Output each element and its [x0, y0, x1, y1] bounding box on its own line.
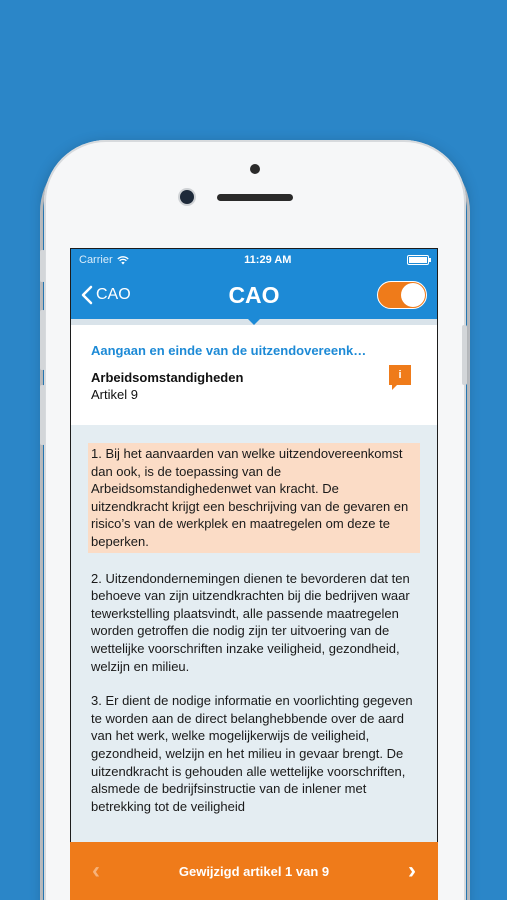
section-link[interactable]: Aangaan en einde van de uitzendovereenk… — [91, 343, 367, 358]
back-button[interactable] — [71, 285, 131, 305]
changed-articles-bar — [70, 842, 438, 900]
back-button-label: CAO — [96, 286, 131, 303]
power-button — [462, 325, 467, 385]
battery-icon — [407, 255, 429, 265]
article-number: Artikel 9 — [91, 387, 138, 402]
next-article-button[interactable]: › — [408, 857, 416, 884]
front-camera — [180, 190, 194, 204]
changed-article-counter: Gewijzigd artikel 1 van 9 — [178, 863, 330, 879]
article-header — [71, 319, 437, 425]
highlight-toggle[interactable] — [377, 281, 427, 309]
status-left — [79, 254, 129, 266]
info-icon[interactable] — [389, 365, 411, 385]
paragraph-2: 2. Uitzendondernemingen dienen te bevorderen dat ten behoeve van zijn uitzendkrachten bij die bedrijven waar tewerkstelling plaatsvindt, alle passende maatregelen worden getroffen die nodig zijn ter uitvoering van de wettelijke voorschriften inzake veiligheid, gezondheid, welzijn en milieu. — [91, 570, 410, 674]
info-badge-label: i — [398, 369, 402, 381]
toggle-knob — [401, 283, 425, 307]
article-content — [71, 425, 437, 815]
navigation-bar — [71, 271, 437, 319]
nav-pointer — [247, 318, 261, 325]
previous-article-button[interactable]: ‹ — [92, 857, 100, 884]
article-title: Arbeidsomstandigheden — [91, 370, 244, 385]
status-time: 11:29 AM — [244, 254, 292, 266]
chevron-left-icon — [81, 285, 93, 305]
earpiece-speaker — [217, 194, 293, 201]
paragraph-3: 3. Er dient de nodige informatie en voorlichting gegeven te worden aan de direct belanghebbende over de aard van het werk, welke mogelijkerwijs de veiligheid, gezondheid, welzijn en het milieu in gevaar brengt. De uitzendkracht is gehouden alle wettelijke voorschriften, alsmede de bedrijfsinstructie van de inlener met betrekking tot de veiligheid — [91, 693, 413, 814]
volume-up-button — [40, 310, 45, 370]
status-bar — [71, 249, 437, 271]
page-title: CAO — [228, 281, 280, 308]
proximity-sensor — [250, 164, 260, 174]
wifi-icon — [117, 256, 129, 265]
paragraph-1-highlighted: 1. Bij het aanvaarden van welke uitzendovereenkomst dan ook, is de toepassing van de Arbeidsomstandighedenwet van kracht. De uitzendkracht krijgt een beschrijving van de gevaren en risico’s van de werkplek en maatregelen om deze te beperken. — [88, 443, 420, 553]
volume-down-button — [40, 385, 45, 445]
phone-screen — [70, 248, 438, 900]
mute-switch — [40, 250, 45, 282]
carrier-label: Carrier — [79, 254, 113, 266]
